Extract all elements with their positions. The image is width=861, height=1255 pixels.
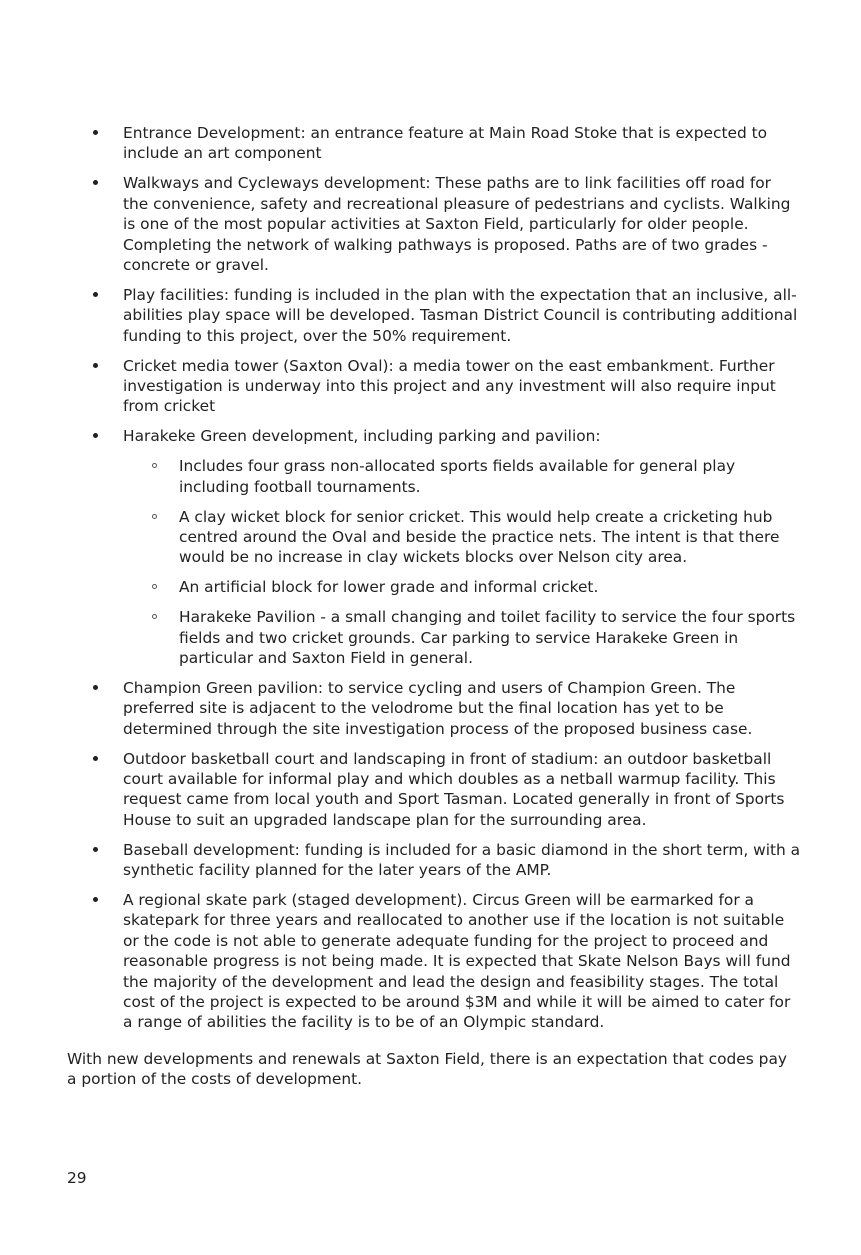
list-item-text: A regional skate park (staged development). Circus Green will be earmarked for a skatepark for three years and reallocated to another use if the location is not suitable or the code is not able to generate adequate funding for the project to proceed and reasonable progress is not being made. It is expected that Skate Nelson Bays will fund the majority of the development and lead the design and feasibility stages. The total cost of the project is expected to be around $3M and while it will be aimed to cater for a range of abilities the facility is to be of an Olympic standard. <box>123 891 791 1032</box>
list-item <box>0 123 861 164</box>
circle-bullet-icon <box>152 614 157 619</box>
bullet-list <box>0 123 861 1042</box>
bullet-icon <box>93 292 98 297</box>
sub-list-item-text: Harakeke Pavilion - a small changing and toilet facility to service the four sports fields and two cricket grounds. Car parking to service Harakeke Green in particular and Saxton Field in general. <box>179 608 796 667</box>
bullet-icon <box>93 756 98 761</box>
list-item-text: Harakeke Green development, including parking and pavilion: <box>123 427 601 446</box>
list-item-text: Baseball development: funding is included for a basic diamond in the short term, with a synthetic facility planned for the later years of the AMP. <box>123 840 801 880</box>
list-item <box>0 840 861 881</box>
list-item <box>0 426 861 668</box>
circle-bullet-icon <box>152 514 157 519</box>
list-item <box>0 356 861 417</box>
list-item <box>0 285 861 346</box>
bullet-icon <box>93 685 98 690</box>
list-item-text: Walkways and Cycleways development: These paths are to link facilities off road for the convenience, safety and recreational pleasure of pedestrians and cyclists. Walking is one of the most popular activities at Saxton Field, particularly for older people. Completing the network of walking pathways is proposed. Paths are of two grades - concrete or gravel. <box>123 174 791 274</box>
circle-bullet-icon <box>152 463 157 468</box>
bullet-icon <box>93 180 98 185</box>
list-item <box>0 678 861 739</box>
list-item-text: Entrance Development: an entrance feature at Main Road Stoke that is expected to include an art component <box>123 124 768 163</box>
circle-bullet-icon <box>152 584 157 589</box>
list-item-text: Champion Green pavilion: to service cycling and users of Champion Green. The preferred site is adjacent to the velodrome but the final location has yet to be determined through the site investigation process of the proposed business case. <box>123 678 753 738</box>
bullet-icon <box>93 363 98 368</box>
sub-list <box>123 456 801 668</box>
bullet-icon <box>93 897 98 902</box>
sub-list-item-text: A clay wicket block for senior cricket. This would help create a cricketing hub centred around the Oval and beside the practice nets. The intent is that there would be no increase in clay wickets blocks over Nelson city area. <box>179 507 780 567</box>
closing-paragraph: With new developments and renewals at Saxton Field, there is an expectation that codes pay a portion of the costs of development. <box>67 1050 787 1089</box>
sub-list-item <box>123 577 801 597</box>
page-number: 29 <box>67 1169 87 1187</box>
list-item <box>0 173 861 275</box>
bullet-icon <box>93 847 98 852</box>
list-item-text: Outdoor basketball court and landscaping in front of stadium: an outdoor basketball court available for informal play and which doubles as a netball warmup facility. This request came from local youth and Sport Tasman. Located generally in front of Sports House to suit an upgraded landscape plan for the surrounding area. <box>123 749 785 829</box>
sub-list-item <box>123 456 801 497</box>
list-item <box>0 749 861 831</box>
list-item-text: Cricket media tower (Saxton Oval): a media tower on the east embankment. Further investigation is underway into this project and any investment will also require input from cricket <box>123 356 776 416</box>
sub-list-item-text: Includes four grass non-allocated sports fields available for general play including football tournaments. <box>179 457 736 496</box>
list-item <box>0 890 861 1033</box>
list-item-text: Play facilities: funding is included in the plan with the expectation that an inclusive, all-abilities play space will be developed. Tasman District Council is contributing additional funding to this project, over the 50% requirement. <box>123 285 798 345</box>
bullet-icon <box>93 130 98 135</box>
sub-list-item <box>123 507 801 568</box>
sub-list-item <box>123 607 801 668</box>
sub-list-item-text: An artificial block for lower grade and informal cricket. <box>179 578 599 597</box>
bullet-icon <box>93 433 98 438</box>
